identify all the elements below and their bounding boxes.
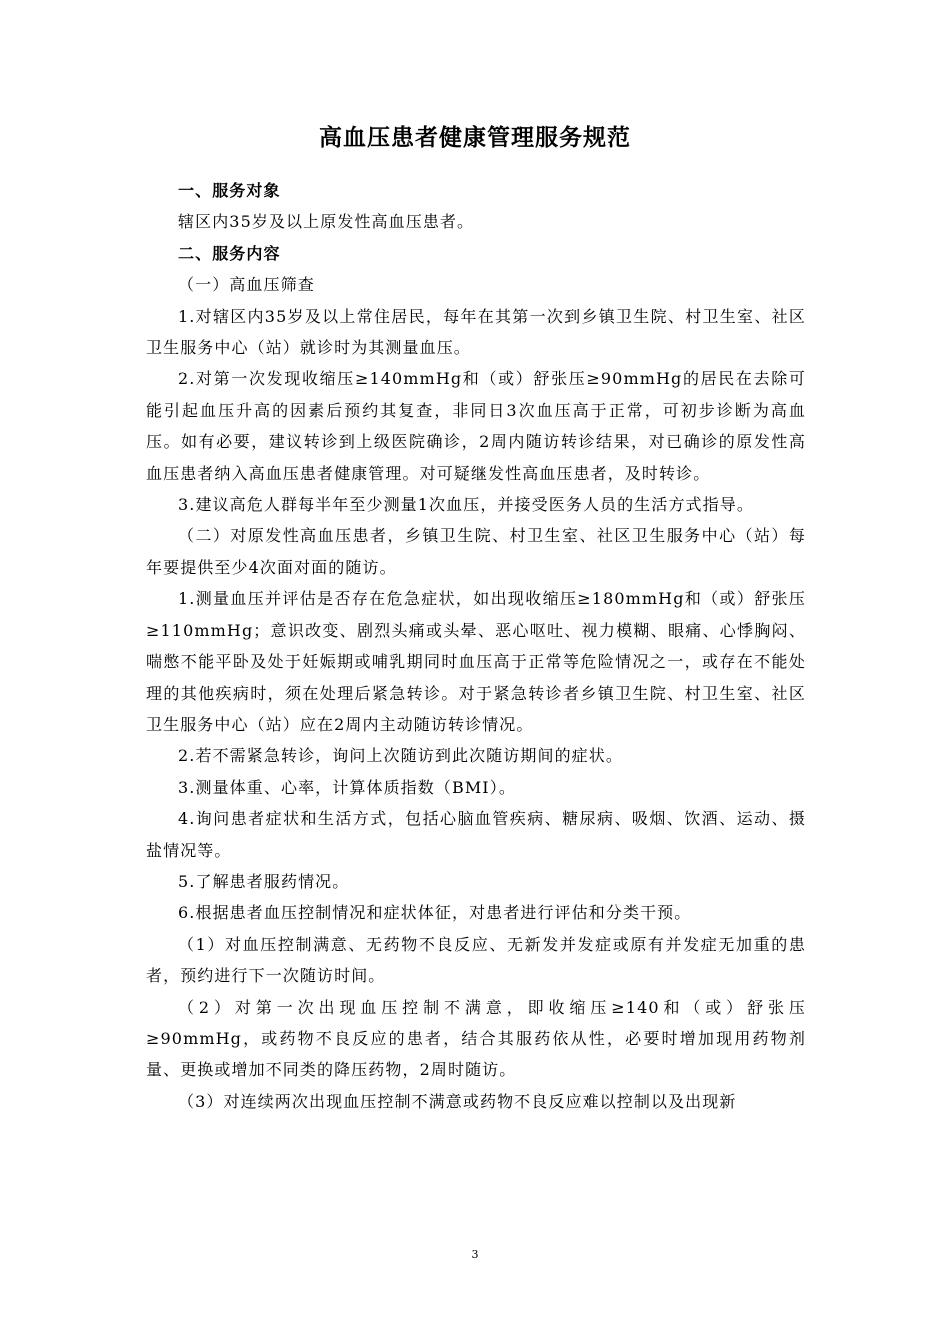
section-heading: 二、服务内容 [178,243,281,263]
paragraph: （3）对连续两次出现血压控制不满意或药物不良反应难以控制以及出现新 [178,1091,737,1111]
paragraph: 5.了解患者服药情况。 [178,871,350,891]
paragraph: （一）高血压筛查 [178,275,315,295]
paragraph: 3.测量体重、心率，计算体质指数（BMI）。 [178,777,516,797]
paragraph: 1.对辖区内35岁及以上常住居民，每年在其第一次到乡镇卫生院、村卫生室、社区卫生服务中心（站）就诊时为其测量血压。 [146,306,806,358]
paragraph: 2.若不需紧急转诊，询问上次随访到此次随访期间的症状。 [178,746,623,766]
page-title: 高血压患者健康管理服务规范 [319,125,631,151]
paragraph: 3.建议高危人群每半年至少测量1次血压，并接受医务人员的生活方式指导。 [178,495,754,515]
paragraph: 4.询问患者症状和生活方式，包括心脑血管疾病、糖尿病、吸烟、饮酒、运动、摄盐情况等。 [146,809,806,860]
paragraph: 2.对第一次发现收缩压≥140mmHg和（或）舒张压≥90mmHg的居民在去除可能引起血压升高的因素后预约其复查，非同日3次血压高于正常，可初步诊断为高血压。如有必要，建议转诊到上级医院确诊，2周内随访转诊结果，对已确诊的原发性高血压患者纳入高血压患者健康管理。对可疑继发性高血压患者，及时转诊。 [146,369,806,483]
document-body [146,175,806,1117]
paragraph: 辖区内35岁及以上原发性高血压患者。 [178,212,475,232]
page-number: 3 [471,1248,479,1261]
paragraph: （2）对第一次出现血压控制不满意，即收缩压≥140和（或）舒张压≥90mmHg，或药物不良反应的患者，结合其服药依从性，必要时增加现用药物剂量、更换或增加不同类的降压药物，2周时随访。 [146,997,806,1080]
paragraph: 1.测量血压并评估是否存在危急症状，如出现收缩压≥180mmHg和（或）舒张压≥110mmHg；意识改变、剧烈头痛或头晕、恶心呕吐、视力模糊、眼痛、心悸胸闷、喘憋不能平卧及处于妊娠期或哺乳期同时血压高于正常等危险情况之一，或存在不能处理的其他疾病时，须在处理后紧急转诊。对于紧急转诊者乡镇卫生院、村卫生室、社区卫生服务中心（站）应在2周内主动随访转诊情况。 [146,589,806,734]
paragraph: （1）对血压控制满意、无药物不良反应、无新发并发症或原有并发症无加重的患者，预约进行下一次随访时间。 [146,934,806,986]
paragraph: 6.根据患者血压控制情况和症状体征，对患者进行评估和分类干预。 [178,903,692,923]
paragraph: （二）对原发性高血压患者，乡镇卫生院、村卫生室、社区卫生服务中心（站）每年要提供至少4次面对面的随访。 [146,526,806,577]
section-heading: 一、服务对象 [178,181,281,200]
